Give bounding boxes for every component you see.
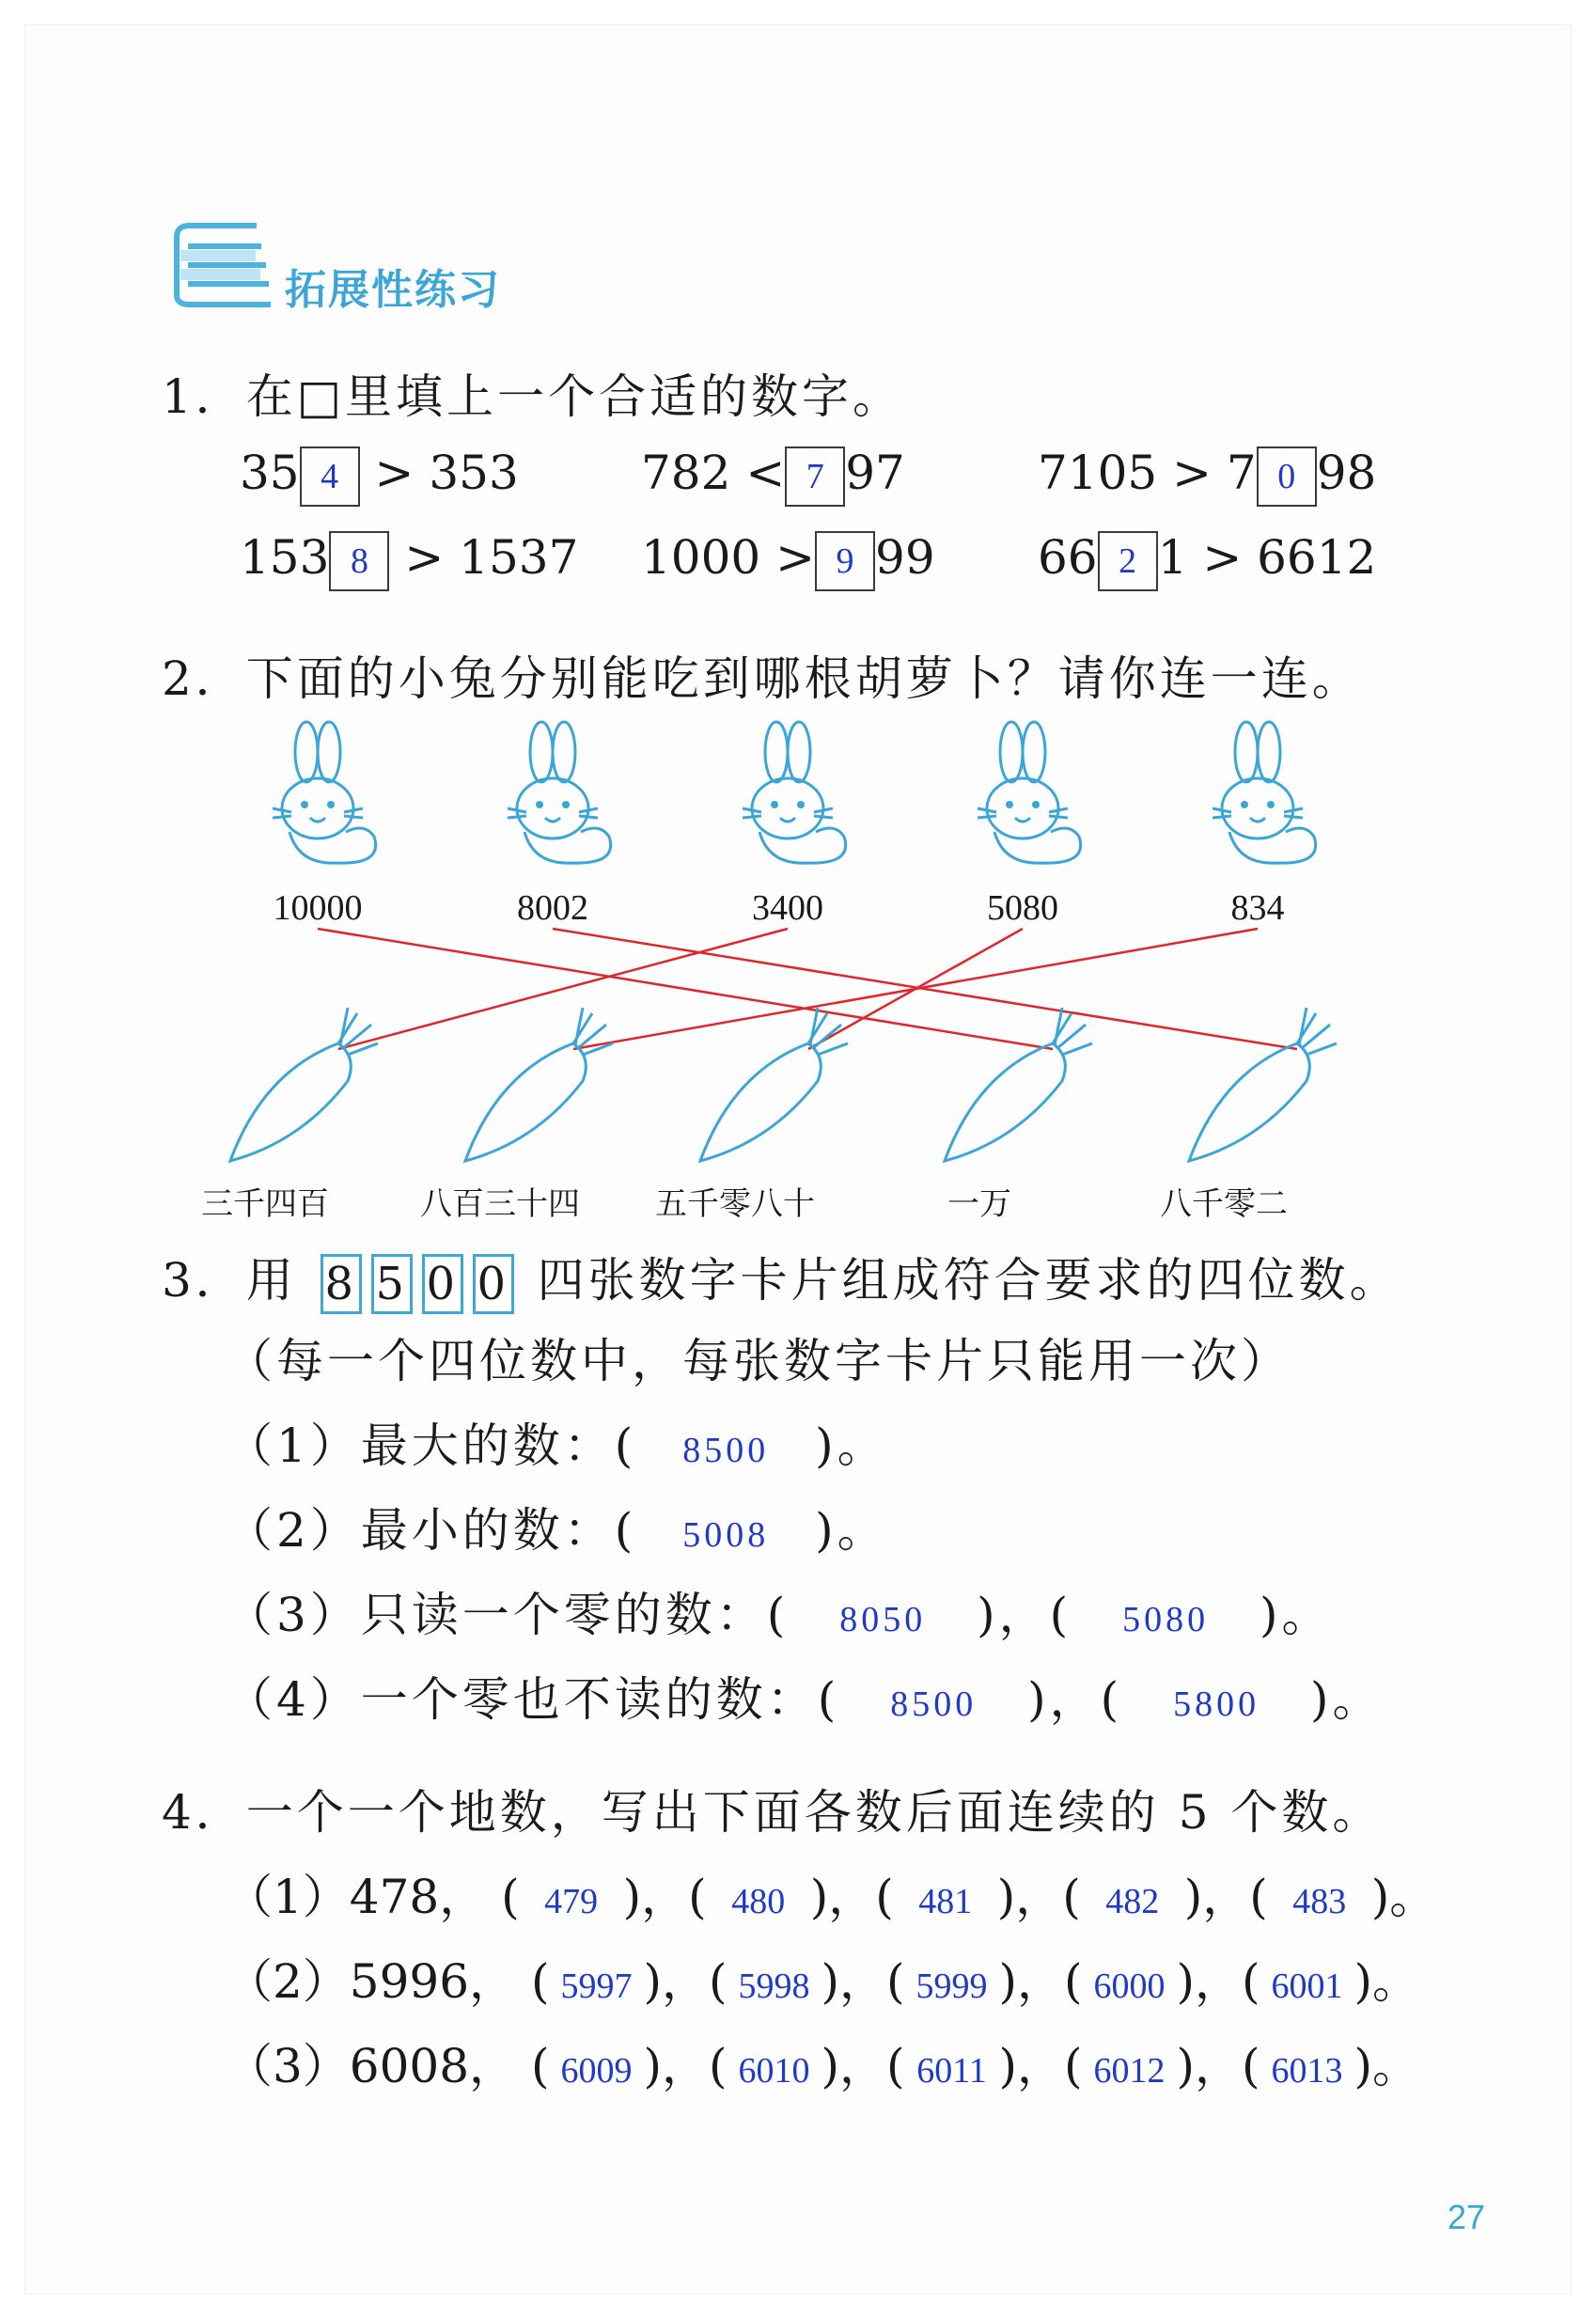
answer-blank[interactable]: 8500: [682, 1431, 770, 1470]
section-header: [167, 218, 543, 321]
q1-row1-col3: [1038, 446, 1376, 507]
paren: )，(: [1183, 1870, 1268, 1924]
answer-box[interactable]: 9: [815, 531, 875, 591]
rabbit-number-label: 10000: [273, 888, 363, 928]
q3-item-1: [226, 1408, 888, 1476]
paren: )。: [1353, 1954, 1420, 2009]
q1-text: 7105 > 7: [1038, 446, 1257, 500]
paren: )，(: [996, 1870, 1081, 1924]
answer-blank[interactable]: 6013: [1271, 2051, 1343, 2091]
answer-blank[interactable]: 5998: [738, 1966, 810, 2006]
rabbit-icon: [273, 722, 376, 928]
q3-sep: )，(: [977, 1588, 1072, 1642]
rabbit-icon: [978, 722, 1081, 928]
paren: )，(: [643, 1954, 728, 2009]
answer-blank[interactable]: 483: [1292, 1882, 1347, 1921]
q3-sep: )，(: [1027, 1672, 1123, 1727]
answer-blank[interactable]: 482: [1105, 1882, 1160, 1921]
q3-note: （每一个四位数中，每张数字卡片只能用一次）: [226, 1334, 1291, 1388]
q4-item-3: [226, 2029, 1419, 2096]
carrot-label: 八百三十四: [420, 1185, 580, 1223]
answer-blank[interactable]: 479: [544, 1882, 599, 1921]
paren: )，(: [998, 2039, 1083, 2093]
rabbit-number-label: 834: [1230, 888, 1285, 928]
q3-item-2: [226, 1493, 888, 1560]
carrot-icon: [420, 1008, 613, 1223]
paren: )，(: [998, 1954, 1083, 2009]
answer-blank[interactable]: 5080: [1122, 1600, 1210, 1639]
q1-row2-col3: [1038, 530, 1376, 591]
q3-item-4: [226, 1662, 1383, 1730]
q1-text: 97: [845, 446, 905, 500]
answer-blank[interactable]: 481: [918, 1882, 973, 1921]
answer-blank[interactable]: 6001: [1271, 1966, 1343, 2006]
paren: )，(: [809, 1870, 894, 1924]
q1-text: 66: [1038, 530, 1098, 585]
digit-card: 8: [321, 1254, 362, 1314]
paren: (: [501, 1870, 520, 1924]
rabbit-number-label: 8002: [517, 888, 588, 928]
q4-prompt: 4．一个一个地数，写出下面各数后面连续的 5 个数。: [162, 1785, 1384, 1840]
paren: )，(: [821, 2039, 905, 2093]
match-line: [318, 929, 1053, 1049]
q4-label: （2）5996，: [226, 1954, 517, 2009]
q1-row2-col2: [641, 530, 935, 591]
paren: (: [530, 2039, 550, 2093]
rabbit-number-label: 3400: [752, 888, 823, 928]
q4-label: （3）6008，: [226, 2039, 517, 2093]
digit-card: 0: [422, 1254, 463, 1314]
paren: )，(: [821, 1954, 905, 2009]
answer-blank[interactable]: 5008: [682, 1515, 770, 1555]
q1-row2-col1: [240, 530, 578, 591]
answer-blank[interactable]: 8500: [890, 1684, 978, 1724]
q3-end: )。: [1259, 1588, 1333, 1642]
answer-blank[interactable]: 6011: [916, 2051, 987, 2091]
q3-end: )。: [1309, 1672, 1384, 1727]
q1-text: 1 > 6612: [1157, 530, 1377, 585]
q4-item-2: [226, 1944, 1419, 2012]
q1-text: 782 <: [641, 446, 786, 500]
q1-prompt: 1．在□里填上一个合适的数字。: [162, 369, 904, 424]
matching-area: [0, 714, 1596, 1241]
answer-box[interactable]: 7: [785, 447, 845, 507]
q1-text: 35: [240, 446, 300, 500]
match-line: [573, 929, 1258, 1049]
answer-blank[interactable]: 6000: [1093, 1966, 1166, 2006]
answer-blank[interactable]: 5800: [1173, 1684, 1260, 1724]
q1-text: 99: [875, 530, 935, 585]
paren: )，(: [1176, 2039, 1260, 2093]
answer-blank[interactable]: 6009: [560, 2051, 633, 2091]
paren: )，(: [1176, 1954, 1260, 2009]
q1-text: > 1537: [404, 530, 579, 585]
q3-label: （3）只读一个零的数：(: [226, 1588, 790, 1642]
answer-blank[interactable]: 6010: [738, 2051, 810, 2091]
carrot-label: 一万: [947, 1185, 1011, 1223]
carrot-label: 三千四百: [201, 1185, 329, 1223]
answer-blank[interactable]: 480: [731, 1882, 786, 1921]
book-stack-icon: [167, 218, 280, 312]
paren: )。: [1370, 1870, 1437, 1924]
q3-label: （2）最小的数：(: [226, 1503, 637, 1558]
carrot-icon: [945, 1008, 1092, 1223]
q3-end: )。: [815, 1418, 888, 1473]
q4-label: （1）478，: [226, 1870, 487, 1924]
carrot-icon: [201, 1008, 378, 1223]
q3-suffix: 四张数字卡片组成符合要求的四位数。: [537, 1253, 1400, 1308]
q3-prefix: 3．用: [162, 1253, 297, 1308]
q1-row1-col2: [641, 446, 905, 507]
answer-blank[interactable]: 8050: [839, 1600, 927, 1639]
paren: )。: [1353, 2039, 1420, 2093]
rabbit-icon: [1213, 722, 1316, 928]
answer-box[interactable]: 2: [1098, 531, 1158, 591]
paren: )，(: [622, 1870, 707, 1924]
q1-text: > 353: [374, 446, 519, 500]
answer-blank[interactable]: 5997: [560, 1966, 633, 2006]
q1-text: 153: [240, 530, 330, 585]
carrot-label: 八千零二: [1160, 1185, 1288, 1223]
q4-item-1: [226, 1859, 1436, 1927]
match-line: [338, 929, 788, 1049]
answer-box[interactable]: 8: [329, 531, 389, 591]
answer-box[interactable]: 4: [300, 447, 360, 507]
answer-blank[interactable]: 5999: [915, 1966, 988, 2006]
answer-blank[interactable]: 6012: [1093, 2051, 1166, 2091]
paren: (: [530, 1954, 550, 2009]
q2-prompt: 2．下面的小兔分别能吃到哪根胡萝卜？请你连一连。: [162, 651, 1363, 706]
q1-text: 98: [1316, 446, 1377, 500]
carrot-icon: [655, 1008, 848, 1223]
q3-label: （1）最大的数：(: [226, 1418, 637, 1473]
section-title: 拓展性练习: [285, 266, 501, 314]
match-line: [553, 929, 1297, 1049]
q3-end: )。: [815, 1503, 888, 1558]
answer-box[interactable]: 0: [1257, 447, 1317, 507]
q3-label: （4）一个零也不读的数：(: [226, 1672, 840, 1727]
q1-row1-col1: [240, 446, 519, 507]
q1-text: 1000 >: [641, 530, 816, 585]
rabbit-number-label: 5080: [987, 888, 1058, 928]
digit-card: 0: [473, 1254, 514, 1314]
q3-line: [162, 1243, 1400, 1314]
page-number: 27: [1447, 2198, 1486, 2236]
paren: )，(: [643, 2039, 728, 2093]
rabbit-icon: [743, 722, 846, 928]
q3-item-3: [226, 1577, 1332, 1645]
digit-card: 5: [371, 1254, 413, 1314]
carrot-label: 五千零八十: [655, 1185, 815, 1223]
rabbit-icon: [508, 722, 611, 928]
